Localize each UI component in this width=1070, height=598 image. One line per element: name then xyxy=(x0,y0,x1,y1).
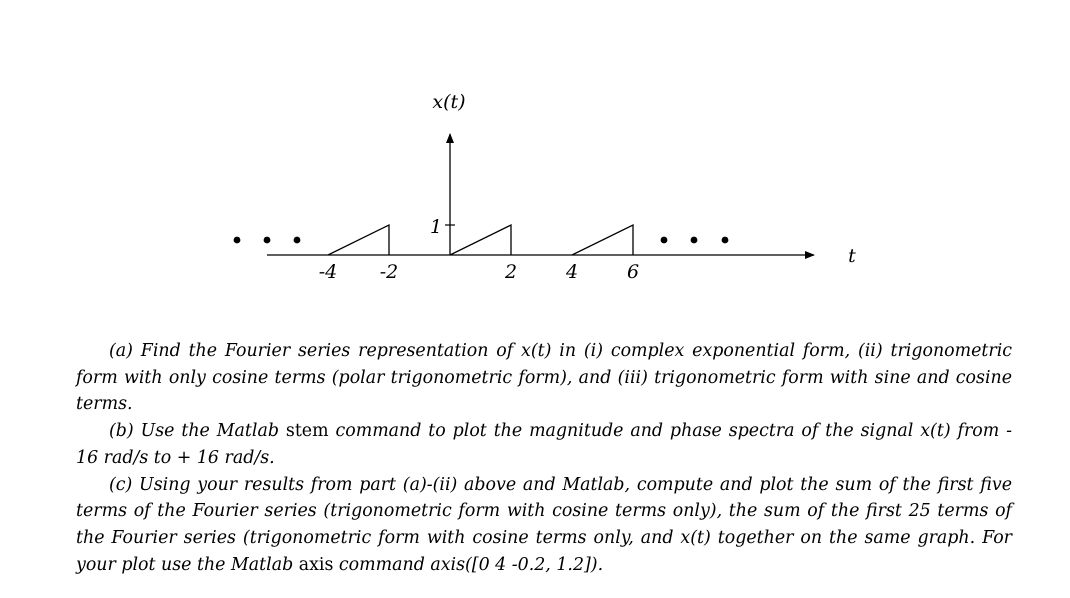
continuation-dot-right xyxy=(661,237,668,244)
problem-statement xyxy=(76,338,1012,578)
matlab-command-stem: stem xyxy=(285,421,329,442)
matlab-command-axis: axis xyxy=(298,554,334,575)
ramp-pulse-center xyxy=(450,225,511,255)
ramp-pulse-left xyxy=(328,225,389,255)
problem-part-b xyxy=(76,418,1012,471)
part-c-text: (c) Using your results from part (a)-(ii) above and Matlab, compute and plot the sum of the first five terms of the Fourier series (trigonometric form with cosine terms only), the sum of the first 25 terms of the Fourier series (trigonometric form with cosine terms only, and x(t) together on the same graph. For your plot use the Matlab xyxy=(76,474,1012,575)
x-tick-label: 4 xyxy=(565,261,579,283)
continuation-dot-right xyxy=(691,237,698,244)
part-c-text: command axis([0 4 -0.2, 1.2]). xyxy=(333,554,604,575)
ramp-pulse-right xyxy=(572,225,633,255)
x-tick-label: 6 xyxy=(626,261,640,283)
x-tick-label: 2 xyxy=(504,261,518,283)
continuation-dot-left xyxy=(294,237,301,244)
x-tick-label: -2 xyxy=(379,261,399,283)
continuation-dot-left xyxy=(234,237,241,244)
x-tick-label: -4 xyxy=(318,261,338,283)
y-tick-label: 1 xyxy=(429,216,443,238)
x-axis-label: t xyxy=(848,245,856,267)
problem-part-a: (a) Find the Fourier series representation of x(t) in (i) complex exponential form, (ii) trigonometric form with only cosine terms (polar trigonometric form), and (iii) trigonometric form with sine and cosine terms. xyxy=(76,341,1012,415)
problem-part-c xyxy=(76,472,1012,579)
part-b-text: command to plot the magnitude and phase spectra of the signal x(t) from - 16 rad/s to + 16 rad/s. xyxy=(76,421,1012,468)
y-axis-label: x(t) xyxy=(432,91,466,113)
part-b-text: (b) Use the Matlab xyxy=(109,421,286,442)
continuation-dot-left xyxy=(264,237,271,244)
continuation-dot-right xyxy=(722,237,729,244)
